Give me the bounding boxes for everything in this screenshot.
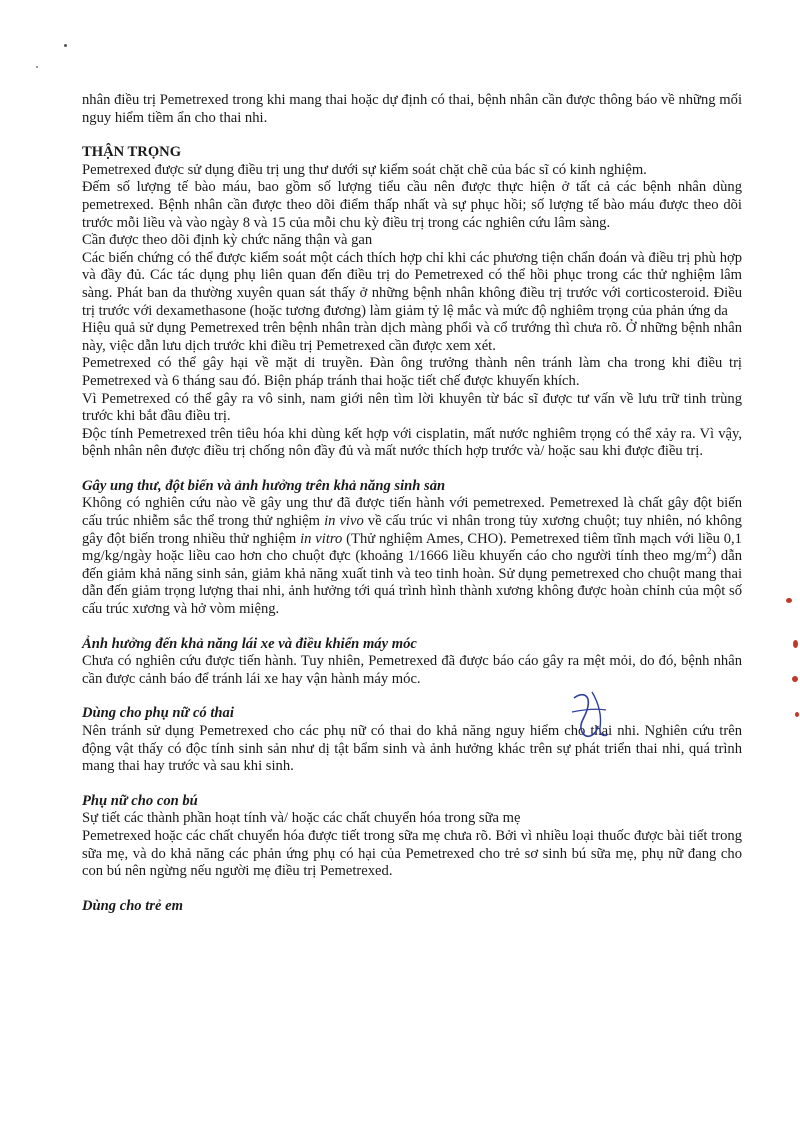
stamp-fragment-mark [793, 640, 798, 648]
section-heading-lactation: Phụ nữ cho con bú [82, 792, 198, 809]
carcino-text-b: về cấu trúc vi nhân trong tủy xương chuột; tuy nhiên, nó không gây đột biến trong nhiều thử nghiệm [82, 513, 742, 547]
pregnancy-paragraph: Nên tránh sử dụng Pemetrexed cho các phụ nữ có thai do khả năng nguy hiểm cho thai nhi. Nghiên cứu trên động vật thấy có độc tính sinh sản như dị tật bẩm sinh và ảnh hưởng khác trên sự phát triển thai nhi, quá trình mang thai hay trước và sau khi sinh. [82, 723, 742, 775]
stamp-fragment-mark [786, 598, 792, 603]
carcino-superscript: 2 [707, 546, 712, 557]
than-trong-paragraph-4: Các biến chứng có thể được kiểm soát một cách thích hợp chỉ khi các phương tiện chẩn đoán và điều trị phù hợp và đầy đủ. Các tác dụng phụ liên quan đến điều trị do Pemetrexed có thể hồi phục trong các thử nghiệm lâm sàng. Phát ban da thường xuyên quan sát thấy ở những bệnh nhân không điều trị trước với corticosteroid. Điều trị trước với dexamethasone (hoặc tương đương) làm giảm tỷ lệ mắc và mức độ nghiêm trọng của phản ứng da [82, 249, 742, 319]
carcino-in-vivo: in vivo [324, 513, 364, 530]
than-trong-paragraph-8: Độc tính Pemetrexed trên tiêu hóa khi dùng kết hợp với cisplatin, mất nước nghiêm trọng có thể xảy ra. Vì vậy, bệnh nhân nên được điều trị chống nôn đầy đủ và mất nước thích hợp trước và/ hoặc sau khi được điều trị. [82, 425, 742, 460]
than-trong-paragraph-7: Vì Pemetrexed có thể gây ra vô sinh, nam giới nên tìm lời khuyên từ bác sĩ được tư vấn về lưu trữ tinh trùng trước khi bắt đầu điều trị. [82, 390, 742, 425]
scan-speck-mark [36, 66, 38, 68]
scan-speck-mark [64, 44, 67, 47]
than-trong-paragraph-2: Đếm số lượng tế bào máu, bao gồm số lượng tiểu cầu nên được thực hiện ở tất cả các bệnh nhân dùng pemetrexed. Bệnh nhân cần được theo dõi điểm thấp nhất và sự phục hồi; số lượng tế bào máu được theo dõi trước mỗi liều và vào ngày 8 và 15 của mỗi chu kỳ điều trị trong các nghiên cứu lâm sàng. [82, 179, 742, 231]
intro-paragraph: nhân điều trị Pemetrexed trong khi mang thai hoặc dự định có thai, bệnh nhân cần được thông báo về những mối nguy hiểm tiềm ẩn cho thai nhi. [82, 92, 742, 126]
than-trong-paragraph-5: Hiệu quả sử dụng Pemetrexed trên bệnh nhân tràn dịch màng phổi và cổ trướng thì chưa rõ. Ở những bệnh nhân này, việc dẫn lưu dịch trước khi điều trị Pemetrexed cần được xem xét. [82, 320, 742, 354]
section-heading-pregnancy: Dùng cho phụ nữ có thai [82, 705, 234, 722]
carcino-in-vitro: in vitro [300, 530, 343, 547]
carcino-text-a: Không có nghiên cứu nào về gây ung thư đã được tiến hành với pemetrexed. Pemetrexed là chất gây đột biến cấu trúc nhiễm sắc thể trong thử nghiệm [82, 495, 742, 530]
stamp-fragment-mark [792, 676, 798, 682]
than-trong-paragraph-1: Pemetrexed được sử dụng điều trị ung thư dưới sự kiểm soát chặt chẽ của bác sĩ có kinh nghiệm. [82, 161, 647, 178]
carcino-text-d: ) dẫn đến giảm khả năng sinh sản, giảm khả năng xuất tinh và teo tinh hoàn. Sử dụng pemetrexed cho chuột mang thai dẫn đến giảm trọng lượng thai nhi, ảnh hưởng tới quá trình hình thành xương không được hoàn chỉnh của một số cấu trúc xương và hở vòm miệng. [82, 548, 742, 618]
section-heading-than-trong: THẬN TRỌNG [82, 144, 182, 161]
lactation-paragraph-1: Sự tiết các thành phần hoạt tính và/ hoặc các chất chuyển hóa trong sữa mẹ [82, 810, 521, 827]
driving-paragraph: Chưa có nghiên cứu được tiến hành. Tuy nhiên, Pemetrexed đã được báo cáo gây ra mệt mỏi, do đó, bệnh nhân cần được cảnh báo để tránh lái xe hay vận hành máy móc. [82, 653, 742, 687]
carcino-text-c: (Thử nghiệm Ames, CHO). Pemetrexed tiêm tĩnh mạch với liều 0,1 mg/kg/ngày hoặc liều cao hơn cho chuột đực (khoảng 1/1666 liều khuyến cáo cho người tính theo mg/m [82, 530, 742, 565]
lactation-paragraph-2: Pemetrexed hoặc các chất chuyển hóa được tiết trong sữa mẹ chưa rõ. Bởi vì nhiều loại thuốc được bài tiết trong sữa mẹ, và do khả năng các phản ứng phụ có hại của Pemetrexed cho trẻ sơ sinh bú sữa mẹ, phụ nữ đang cho con bú nên ngừng nếu người mẹ điều trị Pemetrexed. [82, 827, 742, 880]
signature-initials-mark [568, 688, 612, 744]
than-trong-paragraph-6: Pemetrexed có thể gây hại về mặt di truyền. Đàn ông trưởng thành nên tránh làm cha trong khi điều trị Pemetrexed và 6 tháng sau đó. Biện pháp tránh thai hoặc tiết chế được khuyến khích. [82, 355, 742, 389]
section-heading-carcinogenicity: Gây ung thư, đột biến và ảnh hưởng trên khả năng sinh sản [82, 477, 446, 494]
document-page [82, 92, 742, 915]
than-trong-paragraph-3: Cần được theo dõi định kỳ chức năng thận và gan [82, 232, 373, 249]
stamp-fragment-mark [795, 712, 799, 717]
section-heading-driving: Ảnh hưởng đến khả năng lái xe và điều khiển máy móc [82, 635, 417, 652]
carcinogenicity-paragraph [82, 495, 742, 618]
section-heading-children: Dùng cho trẻ em [82, 897, 183, 914]
